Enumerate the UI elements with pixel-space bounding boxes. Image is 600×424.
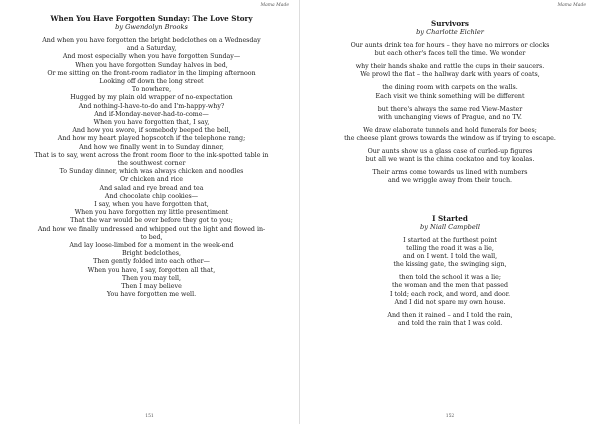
poem-line: And how we finally undressed and whipped out the light and flowed in- [37, 225, 266, 233]
poem-line: And I did not spare my own house. [394, 298, 506, 306]
poem-line: and a Saturday, [126, 45, 177, 53]
poem-line: the woman and the men that passed [391, 282, 509, 290]
poem-line: And salad and rye bread and tea [99, 184, 204, 192]
poem-body [314, 42, 586, 186]
poem-line: And if-Monday-never-had-to-come— [94, 110, 209, 118]
poem-stanza [314, 312, 586, 328]
poem-body [314, 237, 586, 329]
poem-title: Survivors [431, 19, 469, 28]
poem-line: Or me sitting on the front-room radiator in the limping afternoon [47, 69, 256, 77]
poem-stanza [314, 127, 586, 143]
poem-line: When you have forgotten my little presentiment [74, 209, 229, 217]
poem-line: To nowhere, [131, 86, 172, 94]
poem-line: When you have, I say, forgotten all that, [87, 266, 216, 274]
poem-author: by Gwendolyn Brooks [115, 23, 188, 31]
poem-line: When you have forgotten that, I say, [93, 119, 210, 127]
poem-line: Looking off down the long street [99, 78, 204, 86]
poem-stanza [314, 106, 586, 122]
poem-stanza [314, 42, 586, 58]
poem-line: with unchanging views of Prague, and no TV. [378, 113, 522, 121]
poem-line: And nothing-I-have-to-do and I'm-happy-why? [78, 102, 225, 110]
poem-stanza [314, 237, 586, 270]
poem-line: the southwest corner [117, 160, 186, 168]
poem-line: And most especially when you have forgotten Sunday— [62, 53, 241, 61]
poem-line: the dining room with carpets on the walls. [382, 84, 518, 92]
poem-line: Their arms come towards us lined with numbers [372, 169, 528, 177]
poem-line: Our aunts drink tea for hours – they have no mirrors or clocks [350, 42, 550, 49]
poem-line: and on I went. I told the wall, [402, 253, 498, 261]
poem-line: the cheese plant grows towards the window as if trying to escape. [344, 135, 556, 143]
poem-survivors [314, 19, 586, 186]
running-head: Mama Made [260, 3, 289, 8]
poem-author: by Charlotte Eichler [416, 28, 484, 36]
poem-line: That the war would be over before they got to you; [70, 217, 233, 225]
poem-title: I Started [432, 213, 468, 223]
poem-line: When you have forgotten Sunday halves in bed, [75, 61, 228, 69]
poem-when-you-have-forgotten-sunday [14, 14, 289, 300]
poem-line: I told; each rock, and word, and door. [389, 290, 511, 298]
poem-stanza [314, 84, 586, 100]
poem-line: Our aunts show us a glass case of curled-up figures [367, 148, 533, 156]
poem-line: And then it rained – and I told the rain, [387, 311, 513, 319]
poem-line: but each other's faces tell the time. We wonder [374, 50, 526, 58]
poem-line: We draw elaborate tunnels and hold funerals for bees; [363, 126, 537, 134]
poem-line: And lay loose-limbed for a moment in the week-end [69, 242, 234, 250]
poem-line: Then you may tell, [121, 274, 181, 282]
poem-line: but there's always the same red View-Master [377, 105, 523, 113]
poem-line: We prowl the flat – the hallway dark with years of coats, [360, 71, 540, 79]
poem-i-started [314, 214, 586, 329]
poem-line: And chocolate chip cookies— [104, 192, 199, 200]
poem-line: I started at the furthest point [403, 236, 497, 244]
poem-line: Then gently folded into each other— [93, 258, 210, 266]
poem-line: Then I may believe [121, 283, 182, 291]
poem-line: but all we want is the china cockatoo and toy koalas. [365, 156, 535, 164]
poem-line: And how my heart played hopscotch if the telephone rang; [57, 135, 246, 143]
poem-line: to bed, [140, 233, 163, 241]
poem-line: the kissing gate, the swinging sign, [393, 261, 507, 269]
poem-author: by Niall Campbell [420, 222, 480, 231]
poem-stanza [314, 63, 586, 79]
running-head: Mama Made [557, 3, 586, 8]
poem-stanza [314, 274, 586, 307]
poem-line: then told the school it was a lie; [398, 274, 502, 282]
poem-line: That is to say, went across the front room floor to the ink-spotted table in [34, 151, 269, 159]
right-page [300, 0, 600, 424]
poem-line: Hugged by my plain old wrapper of no-expectation [70, 94, 233, 102]
page-number: 152 [445, 414, 455, 419]
poem-line: Each visit we think something will be different [375, 92, 525, 100]
poem-line: To Sunday dinner, which was always chicken and noodles [59, 168, 244, 176]
poem-line: and told the rain that I was cold. [397, 320, 503, 328]
poem-stanza [314, 169, 586, 185]
poem-line: I say, when you have forgotten that, [94, 201, 209, 209]
page-number: 151 [145, 414, 154, 419]
poem-line: why their hands shake and rattle the cups in their saucers. [355, 63, 545, 71]
poem-line: And how we finally went in to Sunday dinner, [79, 143, 224, 151]
poem-line: You have forgotten me well. [106, 291, 197, 299]
poem-title: When You Have Forgotten Sunday: The Love Story [50, 14, 253, 23]
poem-body [14, 37, 289, 300]
poem-stanza [314, 148, 586, 164]
poem-line: telling the road it was a lie, [406, 244, 494, 252]
poem-line: And how you swore, if somebody beeped the bell, [72, 127, 231, 135]
poem-line: and we wriggle away from their touch. [387, 177, 513, 185]
poem-line: Bright bedclothes, [122, 250, 181, 258]
poem-line: And when you have forgotten the bright bedclothes on a Wednesday [42, 37, 261, 44]
poem-line: Or chicken and rice [119, 176, 183, 184]
